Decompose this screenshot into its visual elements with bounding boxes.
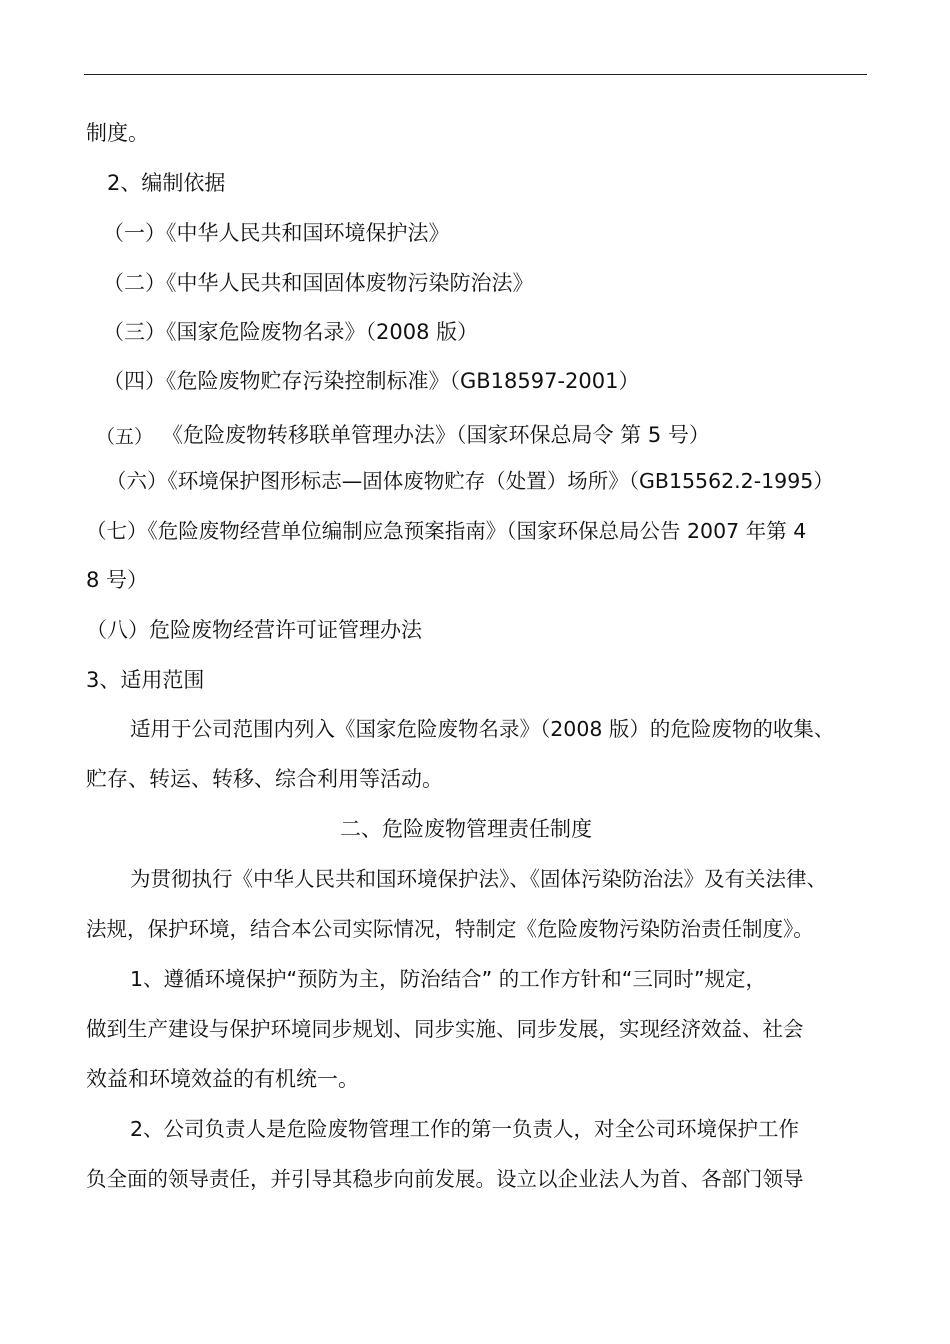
- list-item: （六）《环境保护图形标志—固体废物贮存（处置）场所》（GB15562.2-1995）: [106, 469, 834, 493]
- paragraph-line: 负全面的领导责任，并引导其稳步向前发展。设立以企业法人为首、各部门领导: [86, 1167, 804, 1191]
- section-heading: 2、编制依据: [107, 171, 226, 195]
- paragraph-line: 适用于公司范围内列入《国家危险废物名录》（2008 版）的危险废物的收集、: [130, 717, 835, 741]
- paragraph-line: 贮存、转运、转移、综合利用等活动。: [86, 767, 443, 791]
- list-item: （八）危险废物经营许可证管理办法: [86, 618, 422, 642]
- list-item: （三）《国家危险废物名录》（2008 版）: [103, 320, 479, 344]
- paragraph-line: 2、公司负责人是危险废物管理工作的第一负责人，对全公司环境保护工作: [130, 1117, 800, 1141]
- paragraph-line: 效益和环境效益的有机统一。: [86, 1067, 359, 1091]
- paragraph-line: 做到生产建设与保护环境同步规划、同步实施、同步发展，实现经济效益、社会: [86, 1017, 804, 1041]
- paragraph-line: 法规，保护环境，结合本公司实际情况，特制定《危险废物污染防治责任制度》。: [86, 917, 814, 941]
- list-item-continuation: 8 号）: [86, 568, 149, 592]
- paragraph-line: 为贯彻执行《中华人民共和国环境保护法》、《固体污染防治法》及有关法律、: [130, 867, 827, 891]
- paragraph-line: 1、遵循环境保护“预防为主，防治结合” 的工作方针和“三同时”规定，: [130, 967, 767, 991]
- list-item: 《危险废物转移联单管理办法》（国家环保总局令 第 5 号）: [162, 423, 710, 447]
- list-item: （一）《中华人民共和国环境保护法》: [103, 221, 450, 245]
- list-item: （七）《危险废物经营单位编制应急预案指南》（国家环保总局公告 2007 年第 4: [86, 519, 807, 543]
- section-heading: 3、适用范围: [86, 668, 205, 692]
- list-item-marker: （五）: [96, 426, 154, 448]
- list-item: （四）《危险废物贮存污染控制标准》（GB18597-2001）: [103, 369, 640, 393]
- list-item: （二）《中华人民共和国固体废物污染防治法》: [103, 271, 534, 295]
- text-line: 制度。: [86, 121, 149, 145]
- header-rule: [84, 74, 867, 75]
- chapter-title: 二、危险废物管理责任制度: [340, 817, 592, 841]
